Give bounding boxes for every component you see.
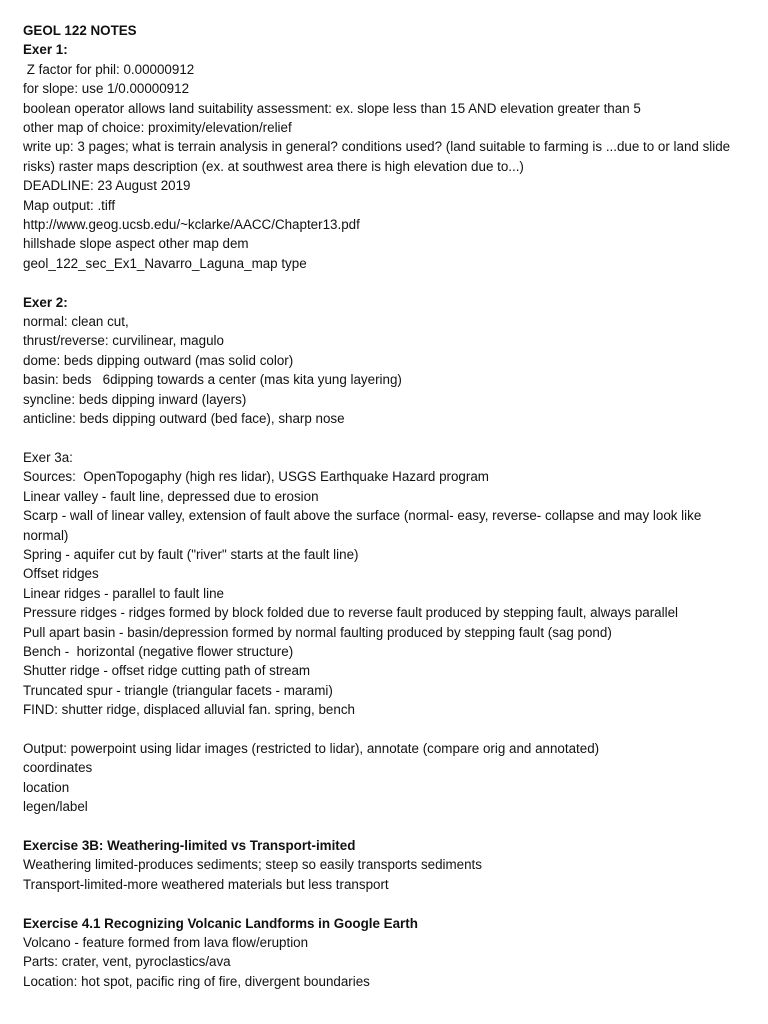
note-line: Scarp - wall of linear valley, extension of fault above the surface (normal- easy, reverse- collapse and may look like normal) (23, 508, 706, 543)
note-line: Z factor for phil: 0.00000912 (23, 61, 195, 77)
note-line: Pull apart basin - basin/depression formed by normal faulting produced by stepping fault (sag pond) (23, 624, 612, 640)
note-line: Weathering limited-produces sediments; steep so easily transports sediments (23, 857, 482, 873)
note-line: other map of choice: proximity/elevation/relief (23, 120, 292, 136)
deadline-line: DEADLINE: 23 August 2019 (23, 178, 191, 194)
note-line: Shutter ridge - offset ridge cutting path of stream (23, 663, 311, 679)
note-line: Sources: OpenTopogaphy (high res lidar), USGS Earthquake Hazard program (23, 469, 489, 485)
section-exercise-4-1 (23, 914, 748, 992)
document-title: GEOL 122 NOTES (23, 23, 137, 38)
note-line: write up: 3 pages; what is terrain analysis in general? conditions used? (land suitable to farming is ...due to or land slide risks) raster maps description (ex. at southwest area there is high elevation due to...) (23, 139, 734, 174)
section-exer-1 (23, 40, 748, 273)
note-line: Linear valley - fault line, depressed due to erosion (23, 488, 319, 504)
note-line: Transport-limited-more weathered materials but less transport (23, 876, 389, 892)
note-line: Volcano - feature formed from lava flow/eruption (23, 935, 309, 951)
note-line: Bench - horizontal (negative flower structure) (23, 643, 294, 659)
note-line: coordinates (23, 760, 93, 776)
section-exer-2 (23, 293, 748, 429)
blank-line (23, 273, 748, 292)
note-line: FIND: shutter ridge, displaced alluvial fan. spring, bench (23, 702, 355, 718)
section-exercise-3b (23, 836, 748, 894)
note-line: location (23, 779, 70, 795)
note-line: boolean operator allows land suitability assessment: ex. slope less than 15 AND elevation greater than 5 (23, 100, 641, 116)
note-line: syncline: beds dipping inward (layers) (23, 391, 247, 407)
note-line: dome: beds dipping outward (mas solid color) (23, 352, 294, 368)
document-page (23, 21, 748, 991)
blank-line (23, 429, 748, 448)
note-line: basin: beds 6dipping towards a center (mas kita yung layering) (23, 372, 402, 388)
note-line: legen/label (23, 799, 88, 815)
url-line: http://www.geog.ucsb.edu/~kclarke/AACC/Chapter13.pdf (23, 217, 360, 233)
blank-line (23, 720, 748, 739)
note-line: Parts: crater, vent, pyroclastics/ava (23, 954, 231, 970)
note-line: geol_122_sec_Ex1_Navarro_Laguna_map type (23, 255, 307, 271)
note-line: Spring - aquifer cut by fault ("river" starts at the fault line) (23, 546, 359, 562)
note-line: normal: clean cut, (23, 314, 129, 330)
blank-line (23, 817, 748, 836)
note-line: anticline: beds dipping outward (bed face), sharp nose (23, 411, 345, 427)
note-line: Linear ridges - parallel to fault line (23, 585, 224, 601)
section-heading: Exer 2: (23, 294, 68, 310)
section-heading: Exer 1: (23, 42, 68, 58)
note-line: Pressure ridges - ridges formed by block folded due to reverse fault produced by stepping fault, always parallel (23, 605, 679, 621)
note-line: Truncated spur - triangle (triangular facets - marami) (23, 682, 333, 698)
blank-line (23, 894, 748, 913)
section-heading: Exercise 4.1 Recognizing Volcanic Landforms in Google Earth (23, 915, 418, 931)
note-line: for slope: use 1/0.00000912 (23, 81, 190, 97)
section-heading: Exercise 3B: Weathering-limited vs Transport-imited (23, 838, 356, 853)
note-line: Map output: .tiff (23, 197, 116, 213)
note-line: Location: hot spot, pacific ring of fire, divergent boundaries (23, 973, 370, 989)
note-line: thrust/reverse: curvilinear, magulo (23, 333, 224, 349)
section-exer-3a (23, 448, 748, 817)
note-line: Offset ridges (23, 566, 99, 582)
note-line: Output: powerpoint using lidar images (restricted to lidar), annotate (compare orig and annotated) (23, 740, 600, 756)
note-line: hillshade slope aspect other map dem (23, 236, 249, 252)
section-heading: Exer 3a: (23, 449, 73, 465)
